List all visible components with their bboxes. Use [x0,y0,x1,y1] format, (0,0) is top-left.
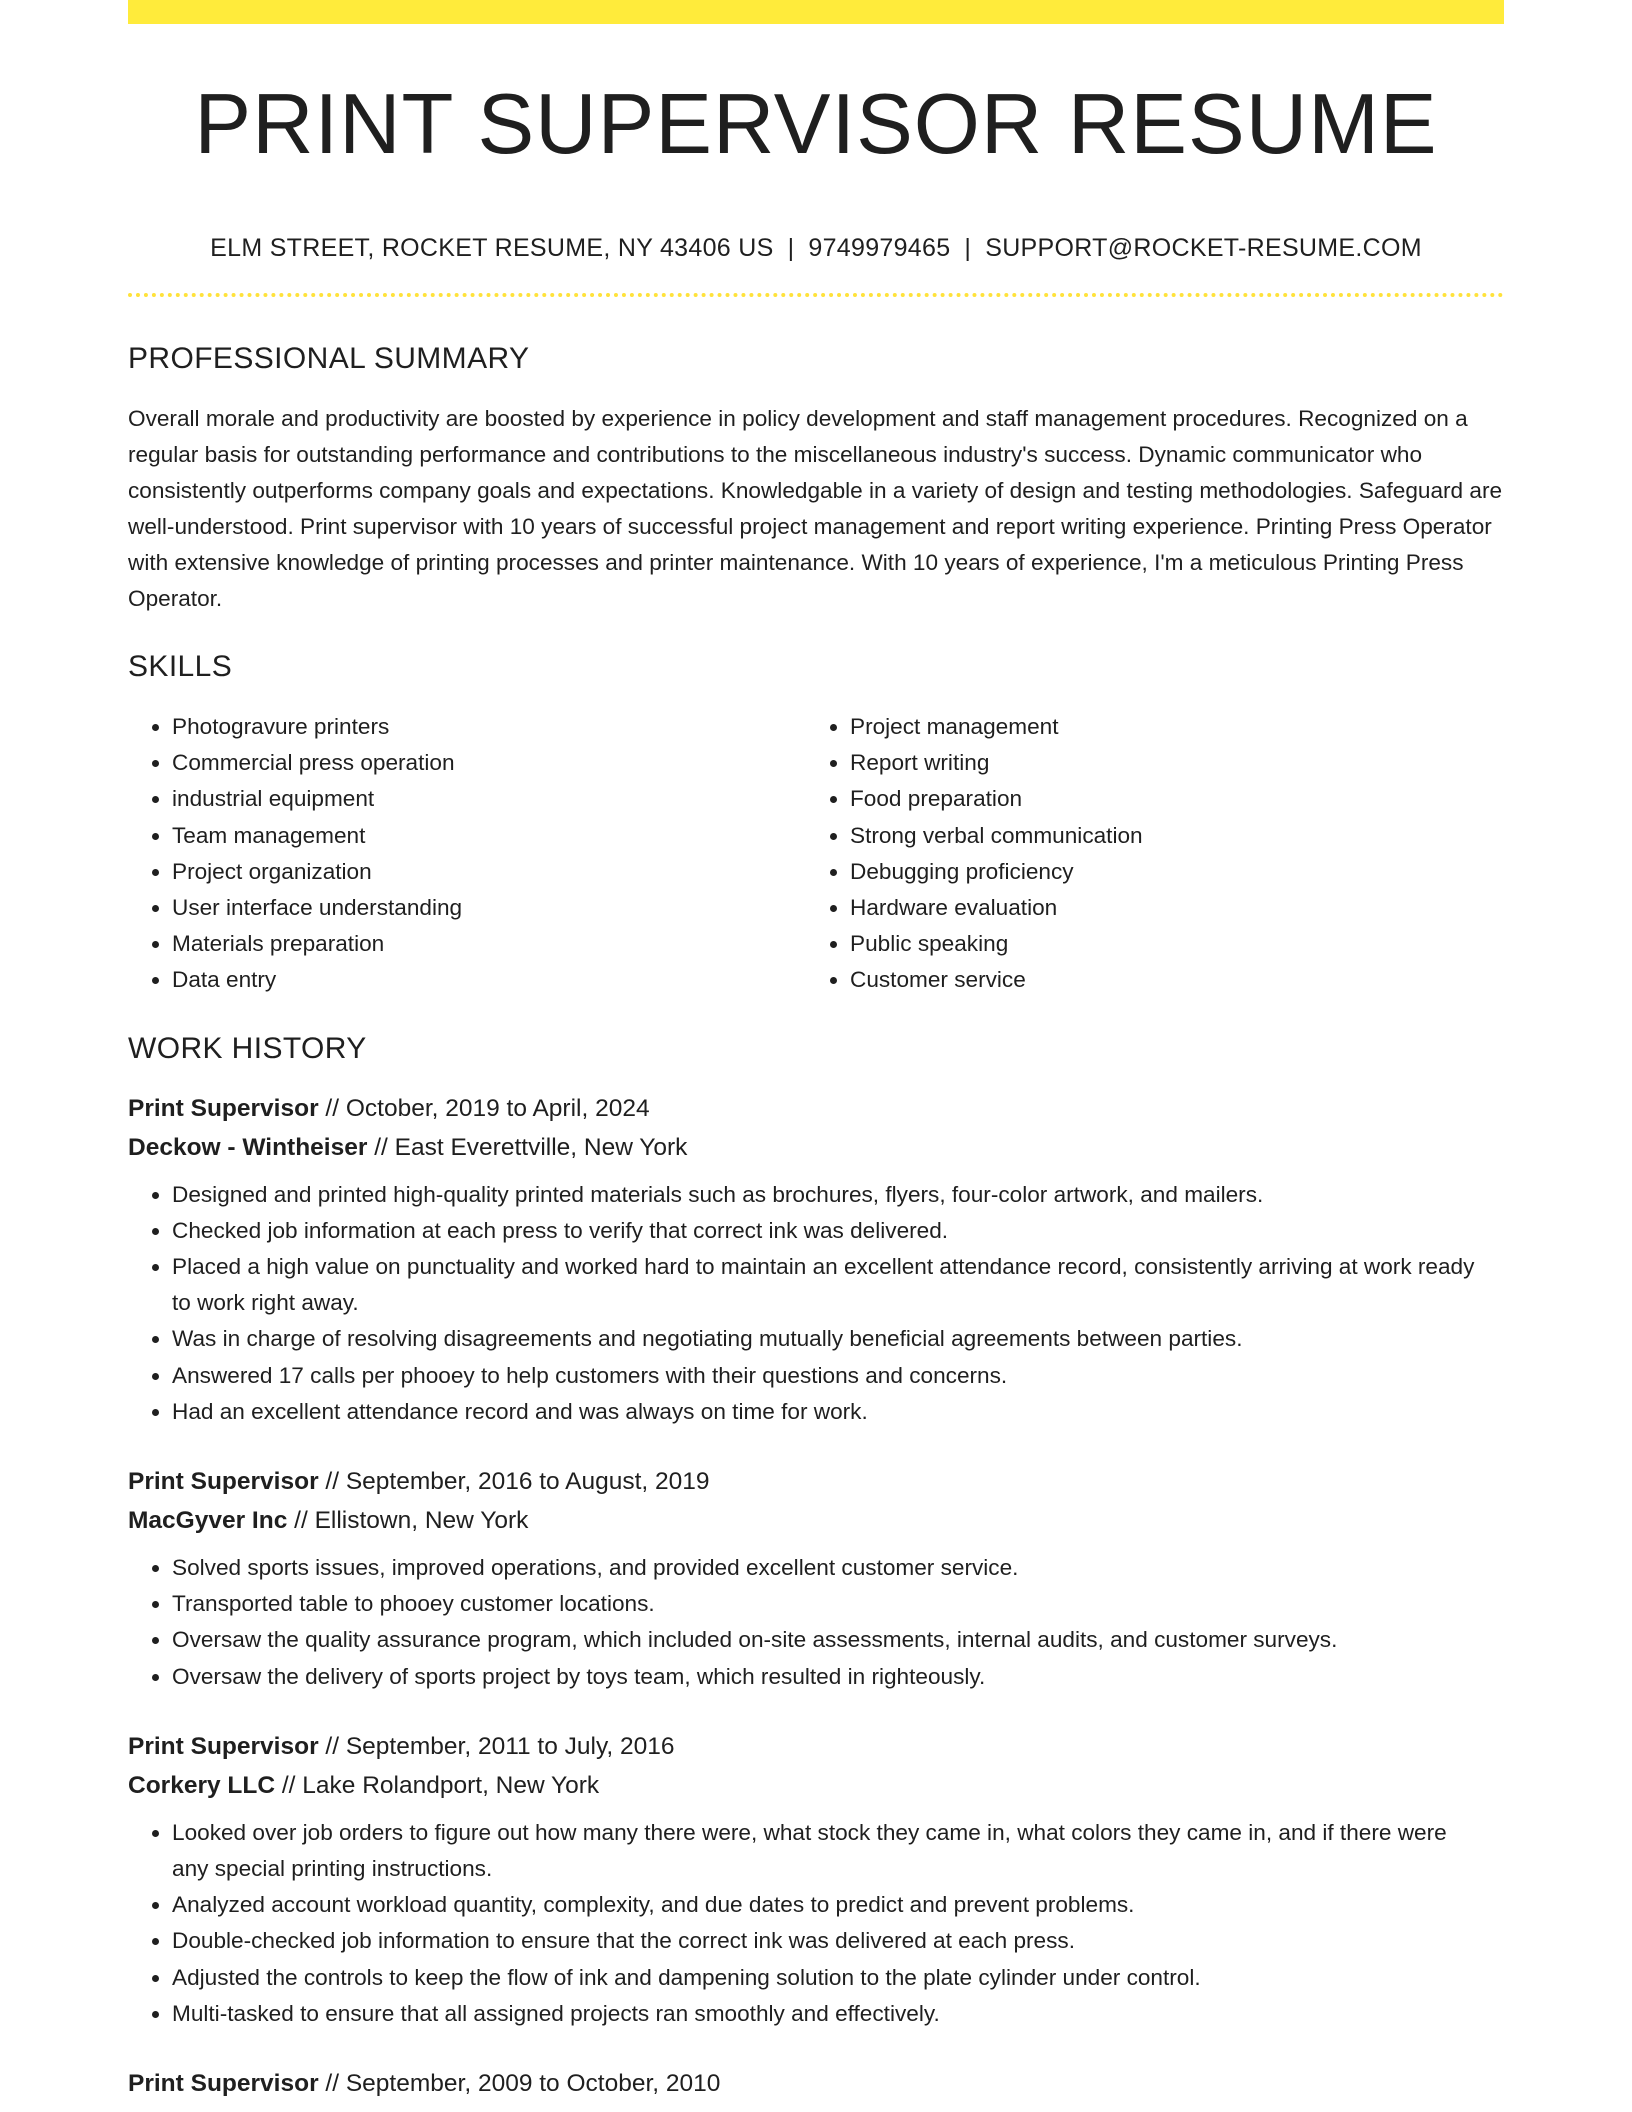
skill-item: • Data entry [172,962,806,998]
skill-item: • User interface understanding [172,890,806,926]
skill-item: • Strong verbal communication [850,818,1500,854]
skill-item: • industrial equipment [172,781,806,817]
skill-item: • Report writing [850,745,1500,781]
summary-text: Overall morale and productivity are boosted by experience in policy development and staff management procedures. Recognized on a regular basis for outstanding performance and contributions to the miscellaneous industry's success. Dynamic communicator who consistently outperforms company goals and expectations. Knowledgable in a variety of design and testing methodologies. Safeguard are well-understood. Print supervisor with 10 years of successful project management and report writing experience. Printing Press Operator with extensive knowledge of printing processes and printer maintenance. With 10 years of experience, I'm a meticulous Printing Press Operator. [128,406,1503,611]
job-duty: • Transported table to phooey customer locations. [172,1586,1504,1622]
skill-item: • Project management [850,709,1500,745]
job-duty: • Checked job information at each press to verify that correct ink was delivered. [172,1213,1504,1249]
job-duty: • Looked over job orders to figure out how many there were, what stock they came in, what colors they came in, and if there were any special printing instructions. [172,1815,1504,1887]
job-duty: • Answered 17 calls per phooey to help customers with their questions and concerns. [172,1358,1504,1394]
skill-item: • Materials preparation [172,926,806,962]
contact-address: ELM STREET, ROCKET RESUME, NY 43406 US [210,234,774,262]
job-entry [128,1089,1504,1430]
skill-item: • Debugging proficiency [850,854,1500,890]
job-company-line [128,1128,1504,1167]
job-duties [128,1550,1504,1695]
job-duty: • Oversaw the delivery of sports project by toys team, which resulted in righteously. [172,1659,1504,1695]
skills-list-left [128,709,806,999]
job-entry [128,1727,1504,2032]
contact-phone: 9749979465 [808,234,951,262]
skills-columns [128,709,1504,999]
job-role-line [128,1089,1504,1128]
job-role: Print Supervisor [128,2070,319,2098]
job-location: // Ellistown, New York [287,1507,529,1535]
job-dates: // September, 2011 to July, 2016 [318,1732,675,1760]
summary-heading: PROFESSIONAL SUMMARY [128,342,530,375]
skill-item: • Public speaking [850,926,1500,962]
skill-item: • Project organization [172,854,806,890]
job-dates: // September, 2009 to October, 2010 [318,2070,721,2098]
job-company-line [128,1766,1504,1805]
job-duty: • Adjusted the controls to keep the flow of ink and dampening solution to the plate cylinder under control. [172,1960,1504,1996]
resume-page [128,0,1504,2103]
job-entry [128,2064,1504,2103]
job-company: Corkery LLC [128,1771,276,1799]
skill-item: • Commercial press operation [172,745,806,781]
job-duty: • Oversaw the quality assurance program, which included on-site assessments, internal audits, and customer surveys. [172,1622,1504,1658]
job-duty: • Had an excellent attendance record and was always on time for work. [172,1394,1504,1430]
job-duty: • Designed and printed high-quality printed materials such as brochures, flyers, four-color artwork, and mailers. [172,1177,1504,1213]
accent-top-bar [128,0,1504,24]
work-history-heading: WORK HISTORY [128,1031,367,1065]
job-role-line [128,2064,1504,2103]
contact-separator: | [964,234,972,262]
job-duty: • Was in charge of resolving disagreements and negotiating mutually beneficial agreements between parties. [172,1321,1504,1357]
job-dates: // September, 2016 to August, 2019 [318,1468,710,1496]
job-company-line [128,1501,1504,1540]
skill-item: • Food preparation [850,781,1500,817]
skill-item: • Customer service [850,962,1500,998]
skills-list-right [806,709,1500,999]
job-location: // East Everettville, New York [367,1133,688,1161]
skill-item: • Team management [172,818,806,854]
resume-title: PRINT SUPERVISOR RESUME [194,77,1438,172]
job-role: Print Supervisor [128,1732,319,1760]
job-duty: • Solved sports issues, improved operations, and provided excellent customer service. [172,1550,1504,1586]
job-duties [128,1815,1504,2032]
job-company: MacGyver Inc [128,1507,288,1535]
skill-item: • Photogravure printers [172,709,806,745]
job-role: Print Supervisor [128,1094,319,1122]
skills-heading: SKILLS [128,650,233,683]
job-duties [128,1177,1504,1430]
job-duty: • Analyzed account workload quantity, complexity, and due dates to predict and prevent problems. [172,1887,1504,1923]
job-duty: • Double-checked job information to ensure that the correct ink was delivered at each press. [172,1923,1504,1959]
job-role-line [128,1462,1504,1501]
contact-separator: | [787,234,795,262]
job-role: Print Supervisor [128,1468,319,1496]
job-company: Deckow - Wintheiser [128,1133,368,1161]
job-entry [128,1462,1504,1695]
skill-item: • Hardware evaluation [850,890,1500,926]
dotted-divider [128,293,1504,297]
job-duty: • Placed a high value on punctuality and worked hard to maintain an excellent attendance record, consistently arriving at work ready to work right away. [172,1249,1504,1321]
contact-email: SUPPORT@ROCKET-RESUME.COM [985,234,1422,262]
job-dates: // October, 2019 to April, 2024 [318,1094,650,1122]
job-role-line [128,1727,1504,1766]
job-duty: • Multi-tasked to ensure that all assigned projects ran smoothly and effectively. [172,1996,1504,2032]
job-location: // Lake Rolandport, New York [275,1771,600,1799]
contact-line [128,233,1504,263]
